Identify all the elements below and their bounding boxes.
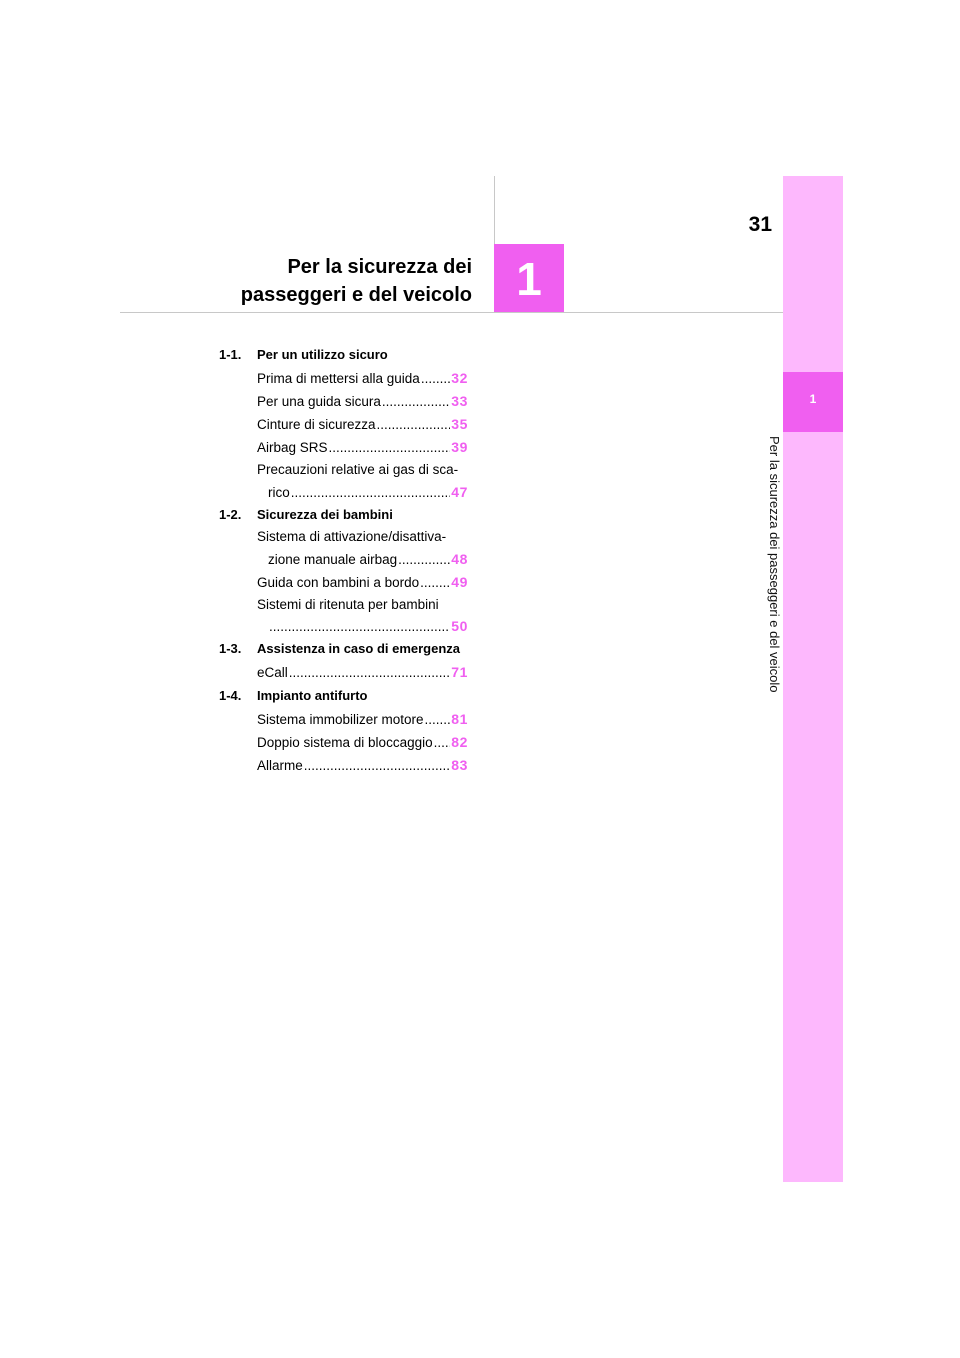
toc-page-link[interactable]: 47: [451, 484, 468, 500]
chapter-number: 1: [516, 253, 542, 305]
toc-entry-label: eCall: [257, 665, 288, 680]
toc-page-link[interactable]: 81: [451, 711, 468, 727]
toc-leader-dots: [398, 552, 450, 567]
toc-page-link[interactable]: 39: [451, 439, 468, 455]
toc-leader-dots: [304, 758, 450, 773]
toc-entry[interactable]: [257, 664, 468, 682]
header-divider-vertical: [494, 176, 495, 244]
chapter-title-line2: passeggeri e del veicolo: [240, 284, 472, 306]
toc-entry[interactable]: [257, 439, 468, 457]
toc-entry[interactable]: [257, 734, 468, 752]
toc-entry[interactable]: [257, 370, 468, 388]
toc-page-link[interactable]: 32: [451, 370, 468, 386]
toc-entry-label: Doppio sistema di bloccaggio: [257, 735, 433, 750]
toc-entry[interactable]: [268, 484, 468, 502]
toc-page-link[interactable]: 71: [451, 664, 468, 680]
toc-section-title: Impianto antifurto: [257, 688, 368, 703]
toc-leader-dots: [269, 619, 450, 634]
page-number: 31: [748, 213, 772, 236]
toc-page-link[interactable]: 33: [451, 393, 468, 409]
toc-entry-label: rico: [268, 485, 290, 500]
toc-leader-dots: [289, 665, 450, 680]
toc-entry[interactable]: [257, 711, 468, 729]
toc-leader-dots: [421, 371, 450, 386]
toc-page-link[interactable]: 83: [451, 757, 468, 773]
side-tab-number: 1: [809, 392, 817, 406]
header-divider-horizontal: [120, 312, 783, 313]
toc-section-number: 1-3.: [219, 641, 242, 656]
toc-entry-label: Guida con bambini a bordo: [257, 575, 420, 590]
side-chapter-label: Per la sicurezza dei passeggeri e del veicolo: [767, 436, 782, 693]
toc-entry[interactable]: [257, 574, 468, 592]
toc-entry[interactable]: [257, 393, 468, 411]
toc-leader-dots: [291, 485, 450, 500]
toc-leader-dots: [434, 735, 451, 750]
toc-entry[interactable]: [268, 551, 468, 569]
toc-entry-label: Cinture di sicurezza: [257, 417, 376, 432]
toc-section-number: 1-1.: [219, 347, 242, 362]
toc-entry-label: Sistema immobilizer motore: [257, 712, 424, 727]
toc-leader-dots: [425, 712, 451, 727]
chapter-title-line1: Per la sicurezza dei: [287, 256, 472, 278]
toc-entry-label-line1: Sistema di attivazione/disattiva-: [257, 529, 447, 544]
toc-entry-label-line1: Sistemi di ritenuta per bambini: [257, 597, 439, 612]
toc-section-number: 1-2.: [219, 507, 242, 522]
toc-section-title: Sicurezza dei bambini: [257, 507, 393, 522]
toc-section-number: 1-4.: [219, 688, 242, 703]
toc-entry-label: Per una guida sicura: [257, 394, 381, 409]
toc-page-link[interactable]: 35: [451, 416, 468, 432]
toc-entry-label: Airbag SRS: [257, 440, 328, 455]
toc-leader-dots: [382, 394, 450, 409]
toc-entry[interactable]: [257, 757, 468, 775]
toc-section-title: Per un utilizzo sicuro: [257, 347, 388, 362]
toc-page-link[interactable]: 82: [451, 734, 468, 750]
chapter-number-box: [494, 244, 564, 312]
toc-page-link[interactable]: 49: [451, 574, 468, 590]
toc-page-link[interactable]: 50: [451, 618, 468, 634]
toc-leader-dots: [377, 417, 451, 432]
toc-entry[interactable]: [257, 416, 468, 434]
toc-entry-label-line1: Precauzioni relative ai gas di sca-: [257, 462, 459, 477]
toc-entry-label: Allarme: [257, 758, 303, 773]
toc-leader-dots: [420, 575, 450, 590]
side-tab-strip: [783, 176, 843, 1182]
chapter-side-tab[interactable]: [783, 372, 843, 432]
toc-entry-label: Prima di mettersi alla guida: [257, 371, 420, 386]
toc-page-link[interactable]: 48: [451, 551, 468, 567]
toc-entry-label: zione manuale airbag: [268, 552, 398, 567]
toc-section-title: Assistenza in caso di emergenza: [257, 641, 461, 656]
toc-entry[interactable]: [268, 618, 468, 636]
toc-leader-dots: [329, 440, 451, 455]
